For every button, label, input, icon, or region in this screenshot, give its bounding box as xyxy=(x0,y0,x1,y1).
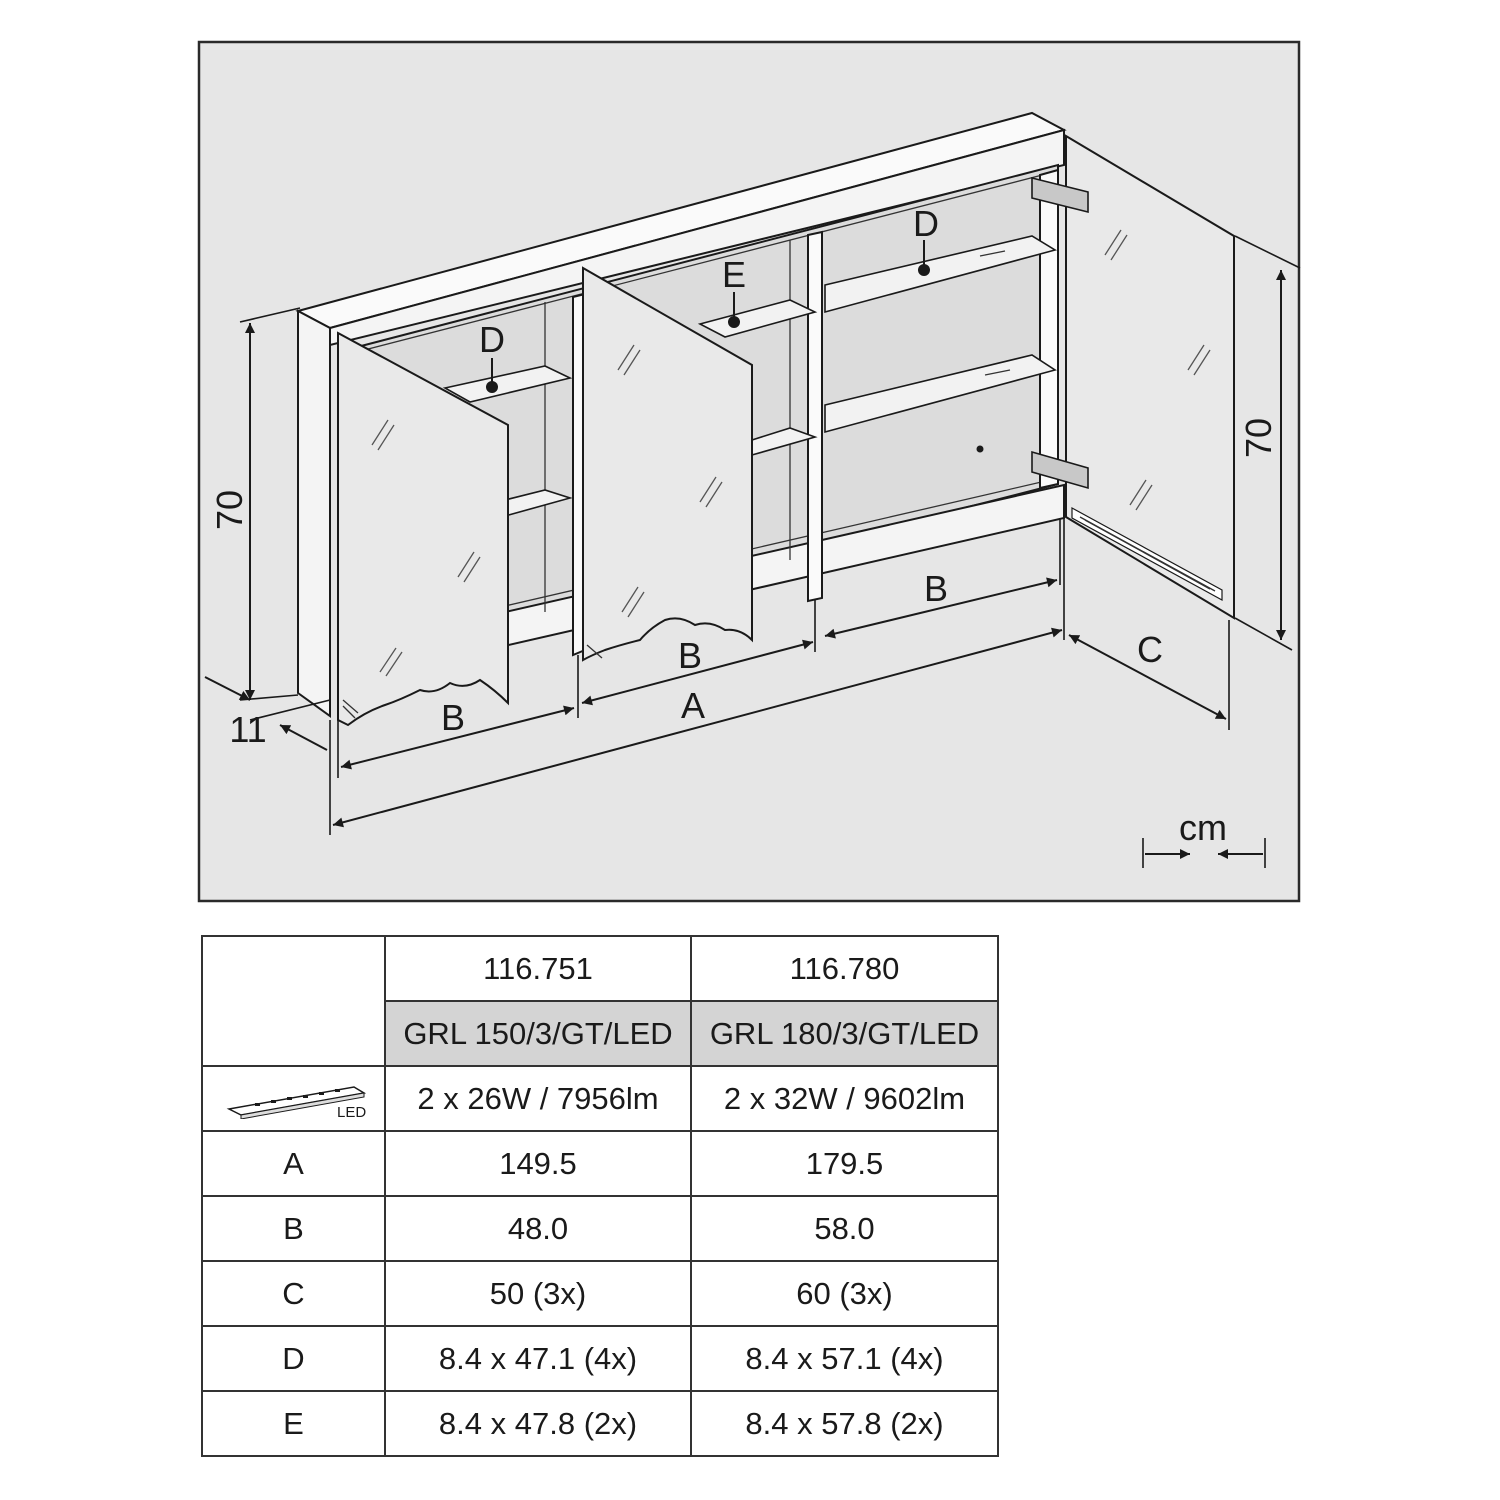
led-strip-icon xyxy=(219,1079,369,1119)
led-label: LED xyxy=(336,1103,366,1119)
model-name-1: GRL 150/3/GT/LED xyxy=(385,1001,691,1066)
unit-label: cm xyxy=(1179,807,1227,848)
model-name-2: GRL 180/3/GT/LED xyxy=(691,1001,998,1066)
spec-table xyxy=(201,935,999,1457)
led-value-1: 2 x 26W / 7956lm xyxy=(385,1066,691,1131)
door-width-label-1: B xyxy=(440,697,466,738)
door-width-label-2: B xyxy=(677,635,703,676)
value-c-1: 50 (3x) xyxy=(385,1261,691,1326)
row-label-d: D xyxy=(202,1326,385,1391)
width-label-a: A xyxy=(680,685,706,726)
depth-label: 11 xyxy=(229,709,267,750)
label-shelf-d-left: D xyxy=(479,319,505,360)
label-shelf-e: E xyxy=(721,254,747,295)
value-d-1: 8.4 x 47.1 (4x) xyxy=(385,1326,691,1391)
value-b-2: 58.0 xyxy=(691,1196,998,1261)
row-label-e: E xyxy=(202,1391,385,1456)
table-row xyxy=(202,1326,998,1391)
table-row xyxy=(202,936,998,1001)
value-c-2: 60 (3x) xyxy=(691,1261,998,1326)
value-d-2: 8.4 x 57.1 (4x) xyxy=(691,1326,998,1391)
label-shelf-d-right: D xyxy=(913,203,939,244)
led-value-2: 2 x 32W / 9602lm xyxy=(691,1066,998,1131)
value-e-2: 8.4 x 57.8 (2x) xyxy=(691,1391,998,1456)
value-e-1: 8.4 x 47.8 (2x) xyxy=(385,1391,691,1456)
led-row-label xyxy=(202,1066,385,1131)
height-label-right: 70 xyxy=(1238,417,1279,459)
value-a-2: 179.5 xyxy=(691,1131,998,1196)
value-a-1: 149.5 xyxy=(385,1131,691,1196)
door-depth-label-c: C xyxy=(1137,629,1163,670)
row-label-c: C xyxy=(202,1261,385,1326)
door-width-label-3: B xyxy=(923,568,949,609)
table-row xyxy=(202,1196,998,1261)
height-label-left: 70 xyxy=(209,489,250,531)
value-b-1: 48.0 xyxy=(385,1196,691,1261)
model-number-1: 116.751 xyxy=(385,936,691,1001)
model-number-2: 116.780 xyxy=(691,936,998,1001)
table-row xyxy=(202,1066,998,1131)
table-row xyxy=(202,1391,998,1456)
table-row xyxy=(202,1131,998,1196)
row-label-b: B xyxy=(202,1196,385,1261)
row-label-a: A xyxy=(202,1131,385,1196)
table-corner-cell xyxy=(202,936,385,1066)
table-row xyxy=(202,1261,998,1326)
